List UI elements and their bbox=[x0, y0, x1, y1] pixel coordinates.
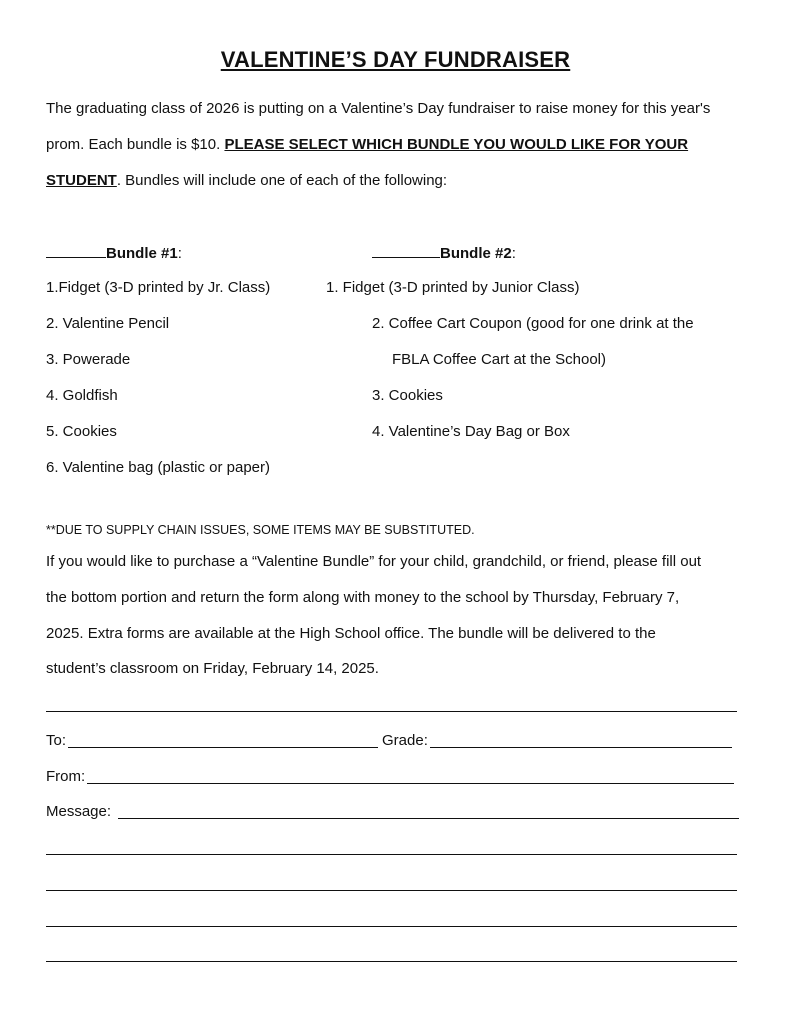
intro-line-3 bbox=[46, 172, 447, 190]
intro-line-1: The graduating class of 2026 is putting on a Valentine’s Day fundraiser to raise money for this year's bbox=[46, 100, 711, 117]
from-field[interactable] bbox=[87, 783, 734, 784]
message-label: Message: bbox=[46, 803, 112, 820]
intro-emphasis: PLEASE SELECT WHICH BUNDLE YOU WOULD LIKE FOR YOUR bbox=[224, 136, 689, 153]
bundle1-item: 3. Powerade bbox=[46, 351, 131, 368]
bundle1-colon: : bbox=[177, 245, 182, 262]
grade-field[interactable] bbox=[430, 747, 732, 748]
bundle2-item: 2. Coffee Cart Coupon (good for one drink at the bbox=[372, 315, 694, 332]
bundle2-label: Bundle #2 bbox=[440, 245, 512, 262]
supply-chain-note: **DUE TO SUPPLY CHAIN ISSUES, SOME ITEMS MAY BE SUBSTITUTED. bbox=[46, 523, 475, 537]
bundle2-item-continued: FBLA Coffee Cart at the School) bbox=[392, 351, 607, 368]
message-line[interactable] bbox=[46, 890, 737, 891]
message-line[interactable] bbox=[46, 961, 737, 962]
bundle2-heading bbox=[372, 243, 516, 263]
bundle1-item: 5. Cookies bbox=[46, 423, 117, 440]
to-field[interactable] bbox=[68, 747, 378, 748]
bundle1-heading bbox=[46, 243, 182, 263]
from-label: From: bbox=[46, 768, 86, 785]
bundle1-item: 2. Valentine Pencil bbox=[46, 315, 170, 332]
message-line[interactable] bbox=[46, 926, 737, 927]
bundle2-item: 4. Valentine’s Day Bag or Box bbox=[372, 423, 570, 440]
instruction-line: 2025. Extra forms are available at the High School office. The bundle will be delivered to the bbox=[46, 625, 656, 642]
intro-line-2 bbox=[46, 136, 688, 154]
bundle1-item: 4. Goldfish bbox=[46, 387, 118, 404]
grade-label: Grade: bbox=[382, 732, 428, 749]
bundle1-item: 1.Fidget (3-D printed by Jr. Class) bbox=[46, 279, 271, 296]
intro-line-2-text: prom. Each bundle is $10. bbox=[46, 136, 225, 153]
message-line[interactable] bbox=[46, 854, 737, 855]
bundle2-colon: : bbox=[511, 245, 516, 262]
bundle1-item: 6. Valentine bag (plastic or paper) bbox=[46, 459, 271, 476]
instruction-line: the bottom portion and return the form along with money to the school by Thursday, February 7, bbox=[46, 589, 680, 606]
page-title: VALENTINE’S DAY FUNDRAISER bbox=[220, 47, 571, 72]
cut-line bbox=[46, 711, 737, 712]
instruction-line: student’s classroom on Friday, February 14, 2025. bbox=[46, 660, 379, 677]
intro-emphasis-student: STUDENT bbox=[46, 172, 117, 189]
bundle1-label: Bundle #1 bbox=[106, 245, 178, 262]
bundle2-item: 1. Fidget (3-D printed by Junior Class) bbox=[326, 279, 580, 296]
bundle1-select-blank[interactable] bbox=[46, 243, 106, 258]
to-label: To: bbox=[46, 732, 67, 749]
bundle2-select-blank[interactable] bbox=[372, 243, 440, 258]
intro-line-3-text: . Bundles will include one of each of the following: bbox=[116, 172, 448, 189]
instruction-line: If you would like to purchase a “Valentine Bundle” for your child, grandchild, or friend, please fill out bbox=[46, 553, 702, 570]
message-field[interactable] bbox=[118, 818, 739, 819]
bundle2-item: 3. Cookies bbox=[372, 387, 443, 404]
